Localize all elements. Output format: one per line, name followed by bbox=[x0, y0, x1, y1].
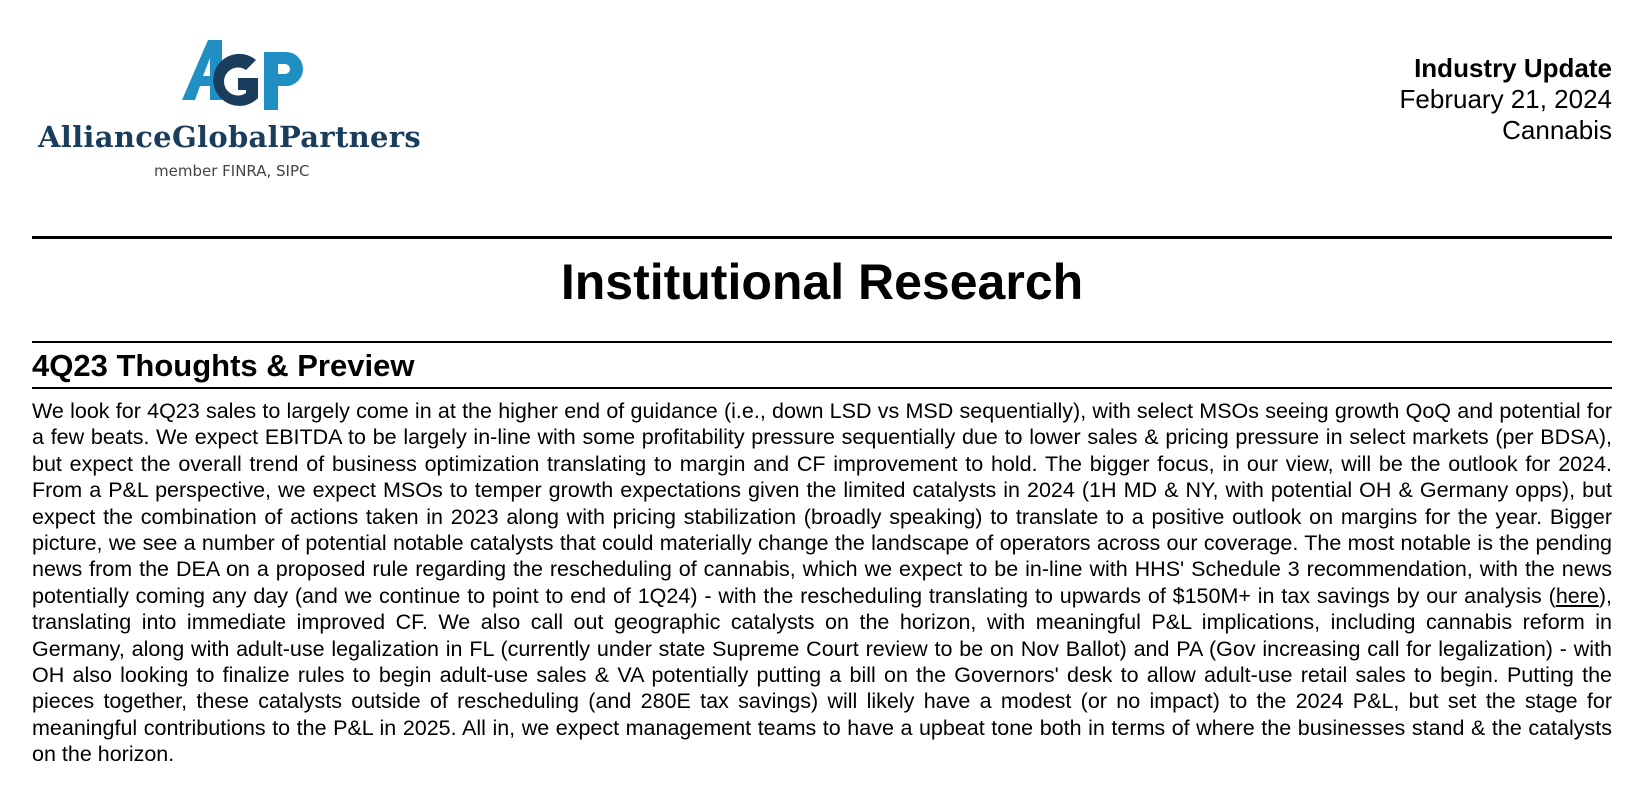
company-name-part3: Partners bbox=[278, 120, 421, 154]
analysis-link[interactable]: here bbox=[1555, 583, 1599, 608]
company-name-part2: Global bbox=[171, 120, 279, 154]
report-type: Industry Update bbox=[1414, 53, 1612, 83]
section-divider bbox=[32, 387, 1612, 389]
report-sector: Cannabis bbox=[1502, 115, 1612, 145]
report-date: February 21, 2024 bbox=[1399, 84, 1612, 114]
company-name bbox=[38, 120, 421, 154]
title-divider bbox=[32, 341, 1612, 343]
section-heading: 4Q23 Thoughts & Preview bbox=[32, 348, 415, 383]
member-text: member FINRA, SIPC bbox=[154, 162, 310, 180]
report-header-info bbox=[1400, 53, 1612, 146]
company-name-part1: Alliance bbox=[38, 120, 172, 154]
section-body bbox=[32, 398, 1612, 768]
body-text-part1: We look for 4Q23 sales to largely come in at the higher end of guidance (i.e., down LSD vs MSD sequentially), with select MSOs seeing growth QoQ and potential for a few beats. We expect EBITDA to be largely in-line with some profitability pressure sequentially due to lower sales & pricing pressure in select markets (per BDSA), but expect the overall trend of business optimization translating to margin and CF improvement to hold. The bigger focus, in our view, will be the outlook for 2024. From a P&L perspective, we expect MSOs to temper growth expectations given the limited catalysts in 2024 (1H MD & NY, with potential OH & Germany opps), but expect the combination of actions taken in 2023 along with pricing stabilization (broadly speaking) to translate to a positive outlook on margins for the year. Bigger picture, we see a number of potential notable catalysts that could materially change the landscape of operators across our coverage. The most notable is the pending news from the DEA on a proposed rule regarding the rescheduling of cannabis, which we expect to be in-line with HHS' Schedule 3 recommendation, with the news potentially coming any day (and we continue to point to end of 1Q24) - with the rescheduling translating to upwards of $150M+ in tax savings by our analysis ( bbox=[32, 399, 1612, 608]
company-logo bbox=[38, 38, 458, 188]
body-text-part2: ), translating into immediate improved CF. We also call out geographic catalysts on the horizon, with meaningful P&L implications, including cannabis reform in Germany, along with adult-use legalization in FL (currently under state Supreme Court review to be on Nov Ballot) and PA (Gov increasing call for legalization) - with OH also looking to finalize rules to begin adult-use sales & VA potentially putting a bill on the Governors' desk to allow adult-use retail sales to begin. Putting the pieces together, these catalysts outside of rescheduling (and 280E tax savings) will likely have a modest (or no impact) to the 2024 P&L, but set the stage for meaningful contributions to the P&L in 2025. All in, we expect management teams to have a upbeat tone both in terms of where the businesses stand & the catalysts on the horizon. bbox=[32, 583, 1612, 767]
page-title: Institutional Research bbox=[560, 254, 1084, 310]
agp-logo-mark bbox=[178, 38, 308, 123]
top-divider bbox=[32, 236, 1612, 239]
